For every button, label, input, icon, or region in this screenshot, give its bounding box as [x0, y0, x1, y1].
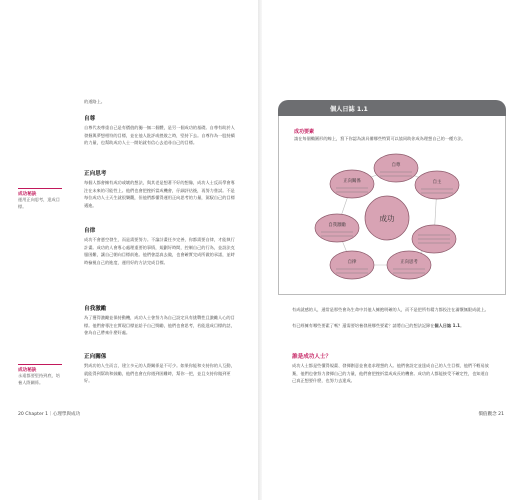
element-label: 自主 — [432, 180, 442, 185]
success-center-label: 成功 — [379, 214, 395, 223]
right-page — [262, 0, 520, 500]
section-heading: 正向思考 — [84, 171, 107, 177]
section-heading: 自尊 — [84, 116, 96, 122]
element-self-discipline — [330, 251, 374, 279]
tip-label: 成功秘訣 — [18, 192, 37, 197]
section-heading: 誰是成功人士？ — [292, 354, 332, 360]
section-heading: 正向關係 — [84, 354, 107, 360]
tip-text: 運用正向思考，達成目標。 — [18, 197, 60, 209]
section-body: 為了獲得激勵並保持動機，成功人士會努力為自己設定具有挑戰性且激勵人心的目標。他們會專注在實現目標並給予自己獎勵，他們也會思考，若能達成目標的話，會為自己帶來什麼好處。 — [84, 315, 235, 335]
section-heading: 自律 — [84, 228, 96, 234]
paragraph-text: 。 — [460, 323, 465, 328]
page-footer: 價值觀念 21 — [478, 412, 504, 417]
tip-label: 成功秘訣 — [18, 368, 37, 373]
tip-text: 永遠都要堅持到底，培養人際關係。 — [18, 373, 60, 385]
element-label: 自我激勵 — [328, 223, 346, 228]
paragraph: 有成就感的人，通常是那些會為生命中其他人擁抱明確的人，而不是把所有精力都投注在滿懷無限成就上。 — [292, 307, 489, 312]
left-page — [0, 0, 258, 500]
section-body: 成功不會憑空發生，而是需要努力。不論計畫任多完善，你都需要自律，才能執行計畫。成功的人會專心處理重要的事情，規劃好時間，控制自己的行為，並設法克服困難，讓自己朝向目標前進。他們會認真去做，也會確實完成所做的承諾，並時時檢視自己的進度，運用好的方法完成目標。 — [84, 237, 235, 265]
element-autonomy — [415, 171, 459, 199]
journal-reference: 個人日誌 1.1 — [434, 323, 461, 328]
page-footer: 20 Chapter 1｜心理學與成功 — [18, 412, 81, 417]
element-label: 正向思考 — [400, 260, 418, 265]
paragraph-text: 有已經擁有哪些要素了嗎？還需要培養發展哪些要素？請將自己的想法記錄在 — [292, 323, 435, 328]
element-positive-thinking — [387, 251, 431, 279]
element-label: 正向關係 — [343, 179, 361, 184]
success-diagram — [262, 146, 520, 296]
element-positive-relationship — [330, 170, 374, 198]
paragraph: 成功人士都是些懂得規畫、發揮創意並會追求理想的人。他們會設定並達成自己的人生目標，他們不輕易放棄，他們也會努力發揮自己的力量，他們會把挫折當成成長的機會。成功的人都能接受不確定性，也知道自己真正想要什麼，也努力去達成。 — [292, 363, 489, 383]
section-body: 對成功的人生而言，建立多元的人際關係是不可少。如果你能和支持你的人互動，就能得到幫助和鼓勵，他們也會在你遇到困難時，幫你一把，並且支持你做到更好。 — [84, 363, 235, 383]
success-tip — [18, 364, 62, 386]
journal-subtitle: 成功要素 — [294, 129, 315, 135]
journal-box-header — [278, 100, 506, 116]
journal-title: 個人日誌 1.1 — [330, 105, 368, 113]
element-self-esteem — [374, 154, 418, 182]
element-label: 自尊 — [391, 163, 401, 168]
section-body: 自尊代表尊重自己是有價值的獨一無二個體，是另一個成功的基礎。自尊有助於人發掘與夢想相符的目標，並在他人批評或挫敗之時，堅持下去。自尊作為一股持續的力量，也幫助成功人士一開始就有信心去追尋自己的目標。 — [84, 125, 235, 145]
element-label: 自律 — [347, 260, 357, 265]
journal-description: 請在每個橢圓形的線上，寫下你認為該具備哪些特質可以協同助你成為理想自己的一種方法。 — [294, 136, 466, 141]
element-self-motivation — [315, 214, 359, 242]
opening-line: 的道路上。 — [84, 99, 105, 104]
section-heading: 自我激勵 — [84, 306, 107, 312]
success-tip — [18, 188, 62, 210]
paragraph — [292, 322, 492, 330]
section-body: 每個人都會擁有成功或壞的想法，與其老是想著不好的想像，成功人士反而學會專注在未來的可能性上。他們也會把挫折當成機會，仔細評估後，再努力嘗試。不是每位成功人士天生就很樂觀，但他們都懂得運用正向思考的力量，駕馭自己的目標邁進。 — [84, 180, 235, 208]
